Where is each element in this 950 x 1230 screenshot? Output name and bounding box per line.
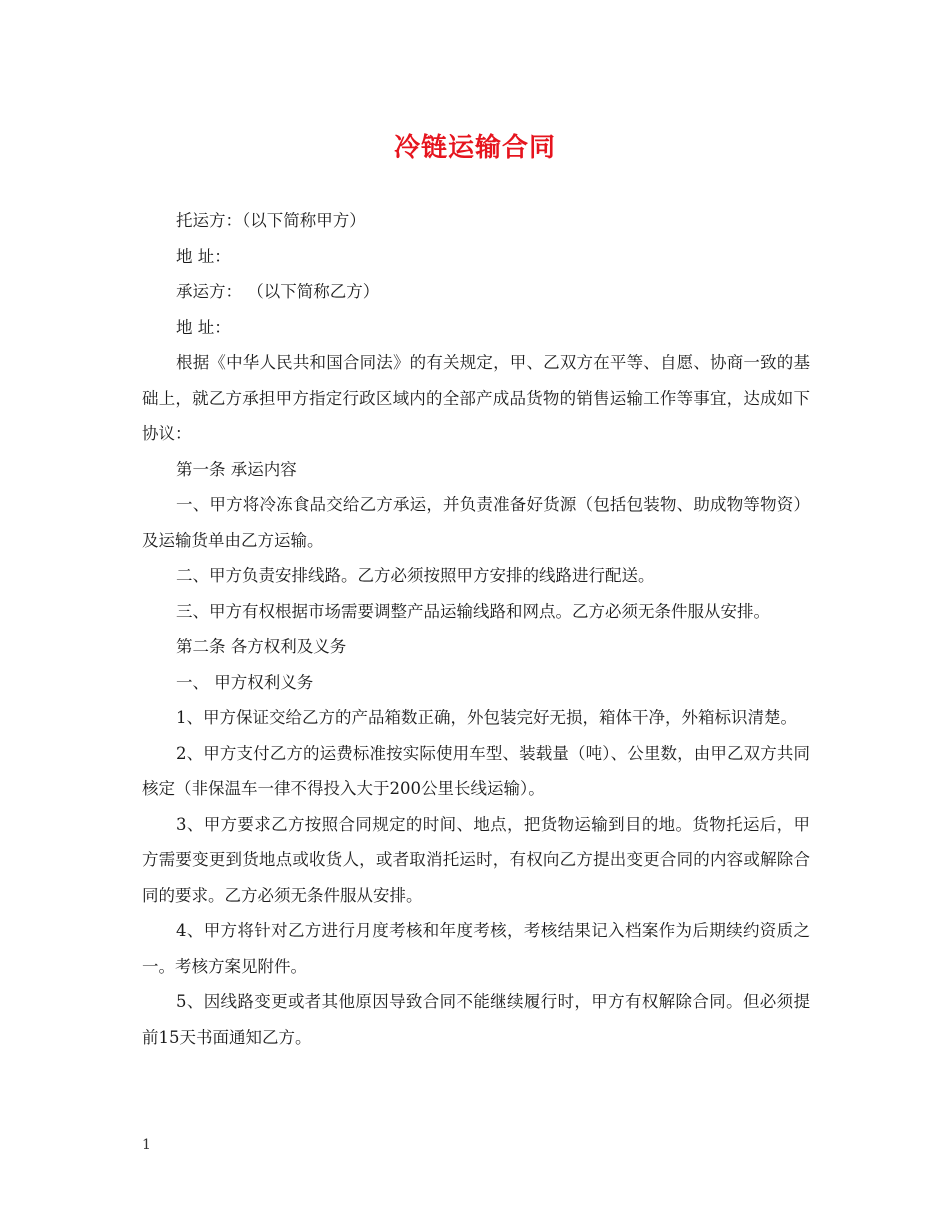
document-body [142,203,810,1055]
paragraph-preamble: 根据《中华人民共和国合同法》的有关规定，甲、乙双方在平等、自愿、协商一致的基础上，就乙方承担甲方指定行政区域内的全部产成品货物的销售运输工作等事宜，达成如下协议： [142,353,810,443]
paragraph-clause: 一、甲方将冷冻食品交给乙方承运，并负责准备好货源（包括包装物、助成物等物资）及运输货单由乙方运输。 [142,495,810,550]
paragraph-clause: 5、因线路变更或者其他原因导致合同不能继续履行时，甲方有权解除合同。但必须提前15天书面通知乙方。 [142,992,810,1047]
paragraph-carrier: 承运方： （以下简称乙方） [176,282,380,301]
document-title: 冷链运输合同 [393,133,556,163]
paragraph-clause: 1、甲方保证交给乙方的产品箱数正确，外包装完好无损，箱体干净，外箱标识清楚。 [176,708,797,727]
paragraph-carrier-address: 地 址： [176,317,231,337]
paragraph-consignor-address: 地 址： [176,246,231,266]
paragraph-clause: 3、甲方要求乙方按照合同规定的时间、地点，把货物运输到目的地。货物托运后，甲方需要变更到货地点或收货人，或者取消托运时，有权向乙方提出变更合同的内容或解除合同的要求。乙方必须无条件服从安排。 [142,814,810,905]
paragraph-clause: 二、甲方负责安排线路。乙方必须按照甲方安排的线路进行配送。 [176,566,655,585]
paragraph-clause: 三、甲方有权根据市场需要调整产品运输线路和网点。乙方必须无条件服从安排。 [176,601,770,621]
paragraph-clause: 2、甲方支付乙方的运费标准按实际使用车型、装载量（吨）、公里数，由甲乙双方共同核定（非保温车一律不得投入大于200公里长线运输）。 [142,743,810,798]
subsection-heading: 一、 甲方权利义务 [176,672,314,692]
page-number: 1 [142,1137,151,1153]
paragraph-consignor: 托运方：（以下简称甲方） [176,211,366,230]
paragraph-clause: 4、甲方将针对乙方进行月度考核和年度考核，考核结果记入档案作为后期续约资质之一。考核方案见附件。 [142,921,810,976]
section-heading-1: 第一条 承运内容 [176,459,297,479]
section-heading-2: 第二条 各方权利及义务 [176,637,347,656]
